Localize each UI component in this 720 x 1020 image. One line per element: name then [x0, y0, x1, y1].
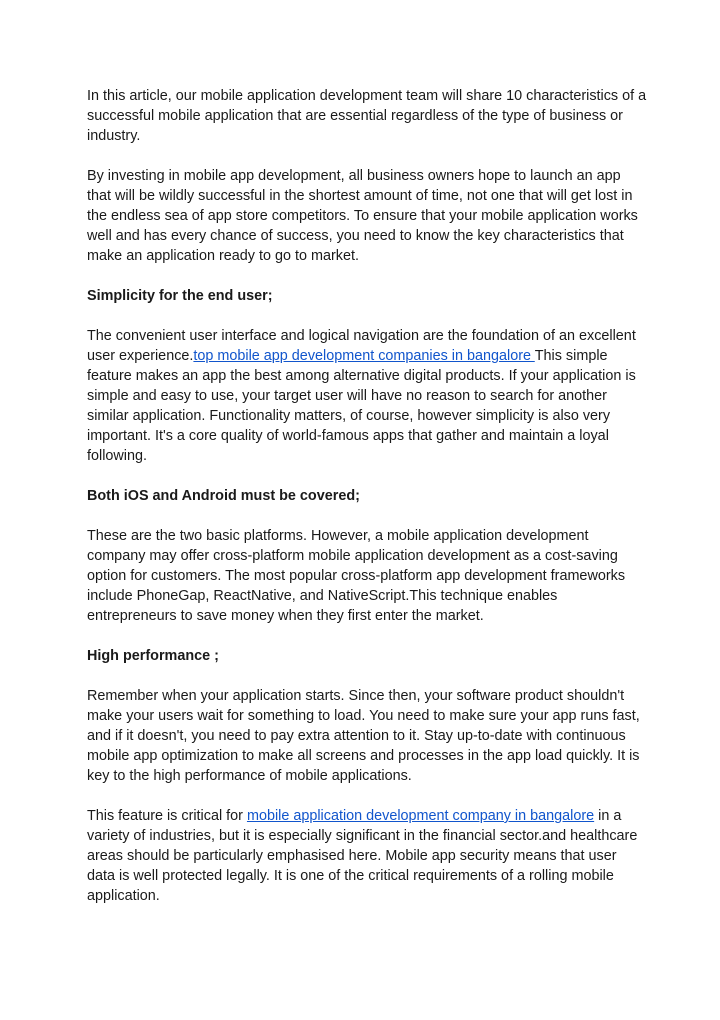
simplicity-heading: Simplicity for the end user; — [87, 288, 273, 304]
security-paragraph — [87, 806, 647, 906]
platforms-heading: Both iOS and Android must be covered; — [87, 488, 360, 504]
performance-paragraph: Remember when your application starts. Since then, your software product shouldn't make your users wait for something to load. You need to make sure your app runs fast, and if it doesn't, you need to pay extra attention to it. Stay up-to-date with continuous mobile app optimization to make all screens and processes in the app load quickly. It is key to the high performance of mobile applications. — [87, 688, 640, 784]
document-page — [87, 86, 647, 926]
simplicity-text-after: This simple feature makes an app the best among alternative digital products. If your application is simple and easy to use, your target user will have no reason to search for another similar application. Functionality matters, of course, however simplicity is also very important. It's a core quality of world-famous apps that gather and maintain a loyal following. — [87, 348, 636, 464]
investment-paragraph: By investing in mobile app development, all business owners hope to launch an app that will be wildly successful in the shortest amount of time, not one that will get lost in the endless sea of app store competitors. To ensure that your mobile application works well and has every chance of success, you need to know the key characteristics that make an application ready to go to market. — [87, 168, 638, 264]
simplicity-text-before: The convenient user interface and logical navigation are the foundation of an excellent user experience. — [87, 328, 636, 364]
simplicity-paragraph — [87, 326, 647, 466]
performance-heading: High performance ; — [87, 648, 219, 664]
platforms-paragraph: These are the two basic platforms. However, a mobile application development company may offer cross-platform mobile application development as a cost-saving option for customers. The most popular cross-platform app development frameworks include PhoneGap, ReactNative, and NativeScript.This technique enables entrepreneurs to save money when they first enter the market. — [87, 528, 626, 624]
bangalore-company-link[interactable]: mobile application development company in bangalore — [246, 808, 595, 824]
security-text-after: in a variety of industries, but it is especially significant in the financial sector.and healthcare areas should be particularly emphasised here. Mobile app security means that user data is well protected legally. It is one of the critical requirements of a rolling mobile application. — [87, 808, 638, 904]
intro-paragraph: In this article, our mobile application development team will share 10 characteristics of a successful mobile application that are essential regardless of the type of business or industry. — [87, 88, 647, 144]
bangalore-companies-link[interactable]: top mobile app development companies in bangalore — [193, 348, 535, 364]
security-text-before: This feature is critical for — [87, 808, 247, 824]
